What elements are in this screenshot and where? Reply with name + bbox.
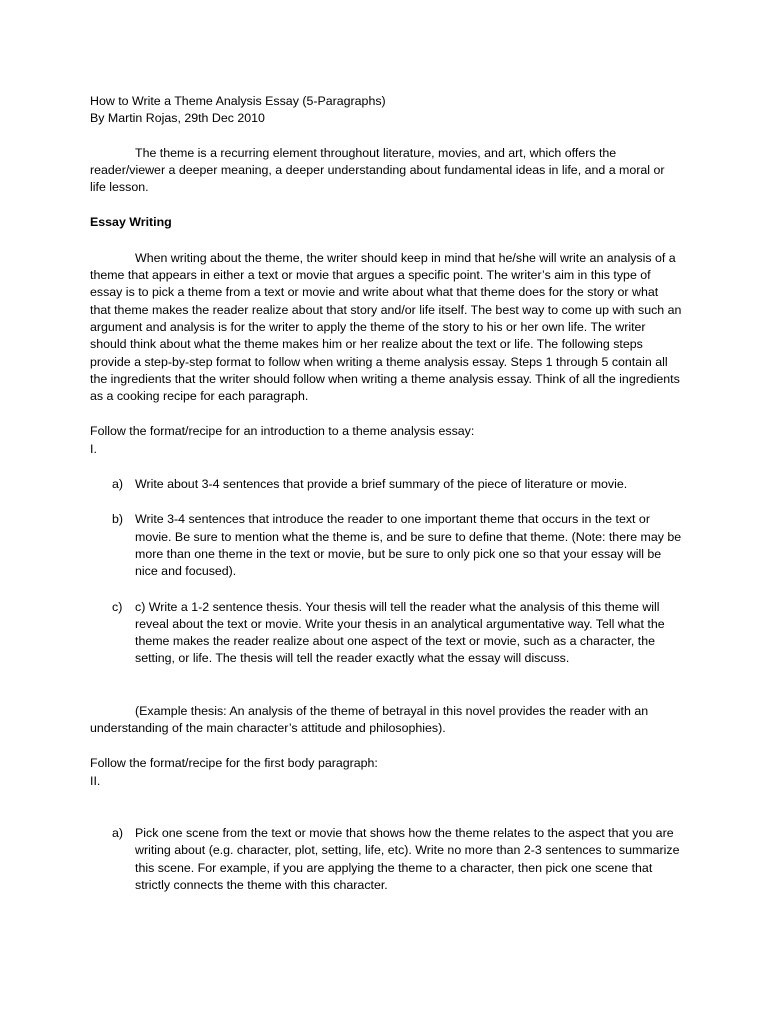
spacer (90, 128, 682, 145)
spacer (90, 790, 682, 825)
spacer (90, 668, 682, 703)
list-marker: b) (112, 512, 124, 527)
section-body-paragraph: When writing about the theme, the writer should keep in mind that he/she will write an analysis of a theme that appears in either a text or movie that argues a specific point. The writer’s aim in this type of essay is to pick a theme from a text or movie and write about what that theme does for the story or what that theme makes the reader realize about that story and/or life itself. The best way to come up with such an argument and analysis is for the writer to apply the theme of the story to his or her own life. The writer should think about what the theme makes him or her realize about the text or life. The following steps provide a step-by-step format to follow when writing a theme analysis essay. Steps 1 through 5 contain all the ingredients that the writer should follow when writing a theme analysis essay. Think of all the ingredients as a cooking recipe for each paragraph. (90, 250, 682, 404)
list-item-text: c) Write a 1-2 sentence thesis. Your thesis will tell the reader what the analysis of this theme will reveal about the text or movie. Write your thesis in an analytical argumentative way. Tell what the theme makes the reader realize about one aspect of the text or movie, such as a character, the setting, or life. The thesis will tell the reader exactly what the essay will discuss. (135, 599, 665, 666)
list-marker: a) (112, 477, 124, 492)
document-title: How to Write a Theme Analysis Essay (5-Paragraphs) (90, 94, 386, 108)
intro-list-item-a (90, 476, 682, 493)
list-marker: a) (112, 825, 124, 840)
body-list-item-a (90, 825, 682, 894)
intro-list-item-c (90, 599, 682, 668)
intro-roman-numeral: I. (90, 441, 97, 456)
spacer (90, 232, 682, 250)
intro-format-label: Follow the format/recipe for an introduction to a theme analysis essay: (90, 424, 475, 439)
section-heading: Essay Writing (90, 215, 172, 230)
spacer (90, 458, 682, 476)
spacer (90, 493, 682, 511)
spacer (90, 581, 682, 599)
document-content (90, 93, 682, 894)
body-format-label: Follow the format/recipe for the first body paragraph: (90, 756, 378, 771)
list-item-text: Pick one scene from the text or movie that shows how the theme relates to the aspect that you are writing about (e.g. character, plot, setting, life, etc). Write no more than 2-3 sentences to summarize this scene. For example, if you are applying the theme to a character, then pick one scene that strictly connects the theme with this character. (135, 825, 680, 892)
spacer (90, 405, 682, 423)
intro-list-item-b (90, 511, 682, 580)
intro-paragraph: The theme is a recurring element throughout literature, movies, and art, which offers the reader/viewer a deeper meaning, a deeper understanding about fundamental ideas in life, and a moral or life lesson. (90, 145, 665, 195)
body-roman-numeral: II. (90, 773, 101, 788)
spacer (90, 737, 682, 755)
list-item-text: Write 3-4 sentences that introduce the reader to one important theme that occurs in the text or movie. Be sure to mention what the theme is, and be sure to define that theme. (Note: there may be more than one theme in the text or movie, but be sure to only pick one so that your essay will be nice and focused). (135, 512, 682, 579)
list-marker: c) (112, 599, 123, 614)
list-item-text: Write about 3-4 sentences that provide a brief summary of the piece of literature or movie. (135, 477, 628, 492)
spacer (90, 196, 682, 214)
example-thesis-paragraph: (Example thesis: An analysis of the theme of betrayal in this novel provides the reader with an understanding of the main character’s attitude and philosophies). (90, 703, 649, 736)
document-byline: By Martin Rojas, 29th Dec 2010 (90, 111, 265, 126)
